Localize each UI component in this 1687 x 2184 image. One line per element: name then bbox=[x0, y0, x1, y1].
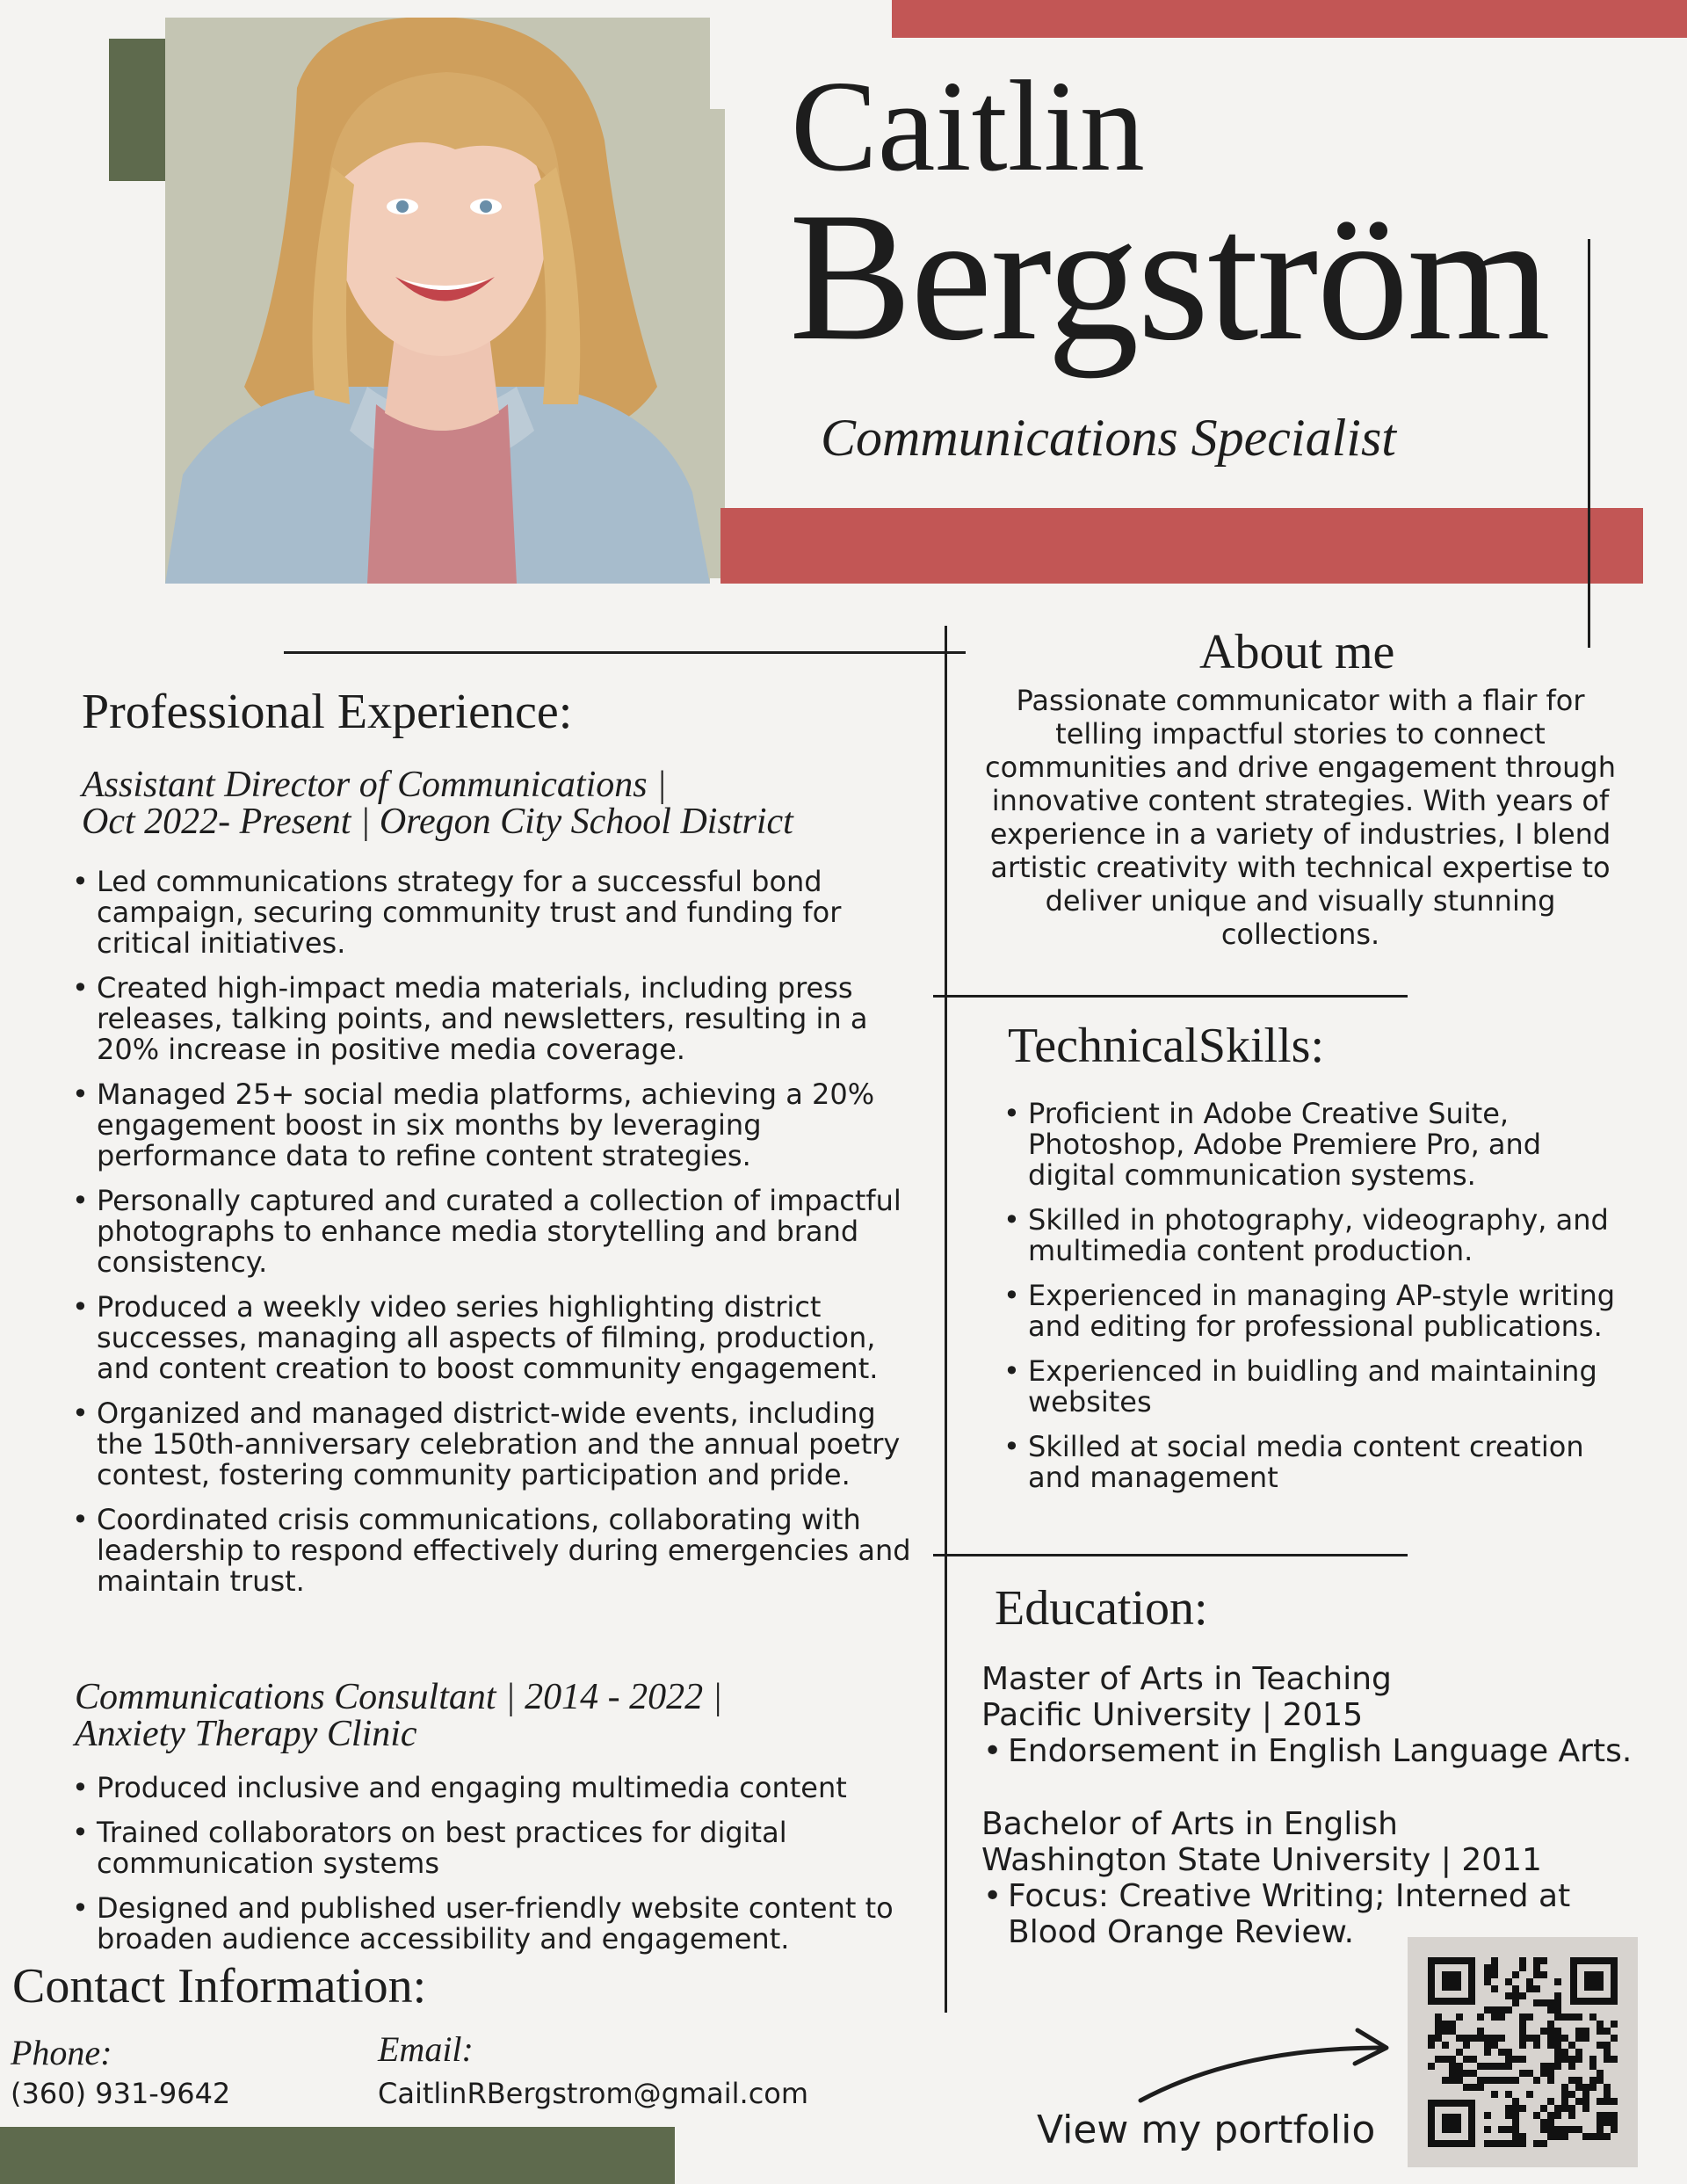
job-title-2-line2: Anxiety Therapy Clinic bbox=[75, 1714, 417, 1754]
job-title-1-line2: Oct 2022- Present | Oregon City School District bbox=[82, 802, 793, 842]
curved-arrow-icon bbox=[1133, 2013, 1397, 2118]
phone-label: Phone: bbox=[11, 2033, 112, 2072]
list-item: • Personally captured and curated a collection of impactful photographs to enhance media storytelling and brand consistency. bbox=[70, 1186, 914, 1278]
education-school: Washington State University | 2011 bbox=[981, 1842, 1542, 1878]
job-title-2 bbox=[75, 1679, 883, 1752]
decorative-red-bar-top bbox=[892, 0, 1687, 38]
list-item: • Skilled in photography, videography, and multimedia content production. bbox=[1002, 1205, 1634, 1266]
portfolio-label[interactable]: View my portfolio bbox=[1037, 2108, 1376, 2152]
education-school: Pacific University | 2015 bbox=[981, 1697, 1364, 1733]
job-title: Communications Specialist bbox=[821, 409, 1396, 467]
email-label: Email: bbox=[378, 2029, 474, 2069]
vertical-divider-header bbox=[1588, 239, 1590, 648]
first-name: Caitlin bbox=[791, 54, 1145, 199]
contact-heading: Contact Information: bbox=[12, 1959, 427, 2013]
job-title-1-line1: Assistant Director of Communications | bbox=[82, 765, 667, 805]
vertical-divider-center bbox=[945, 626, 947, 2013]
job-title-1 bbox=[82, 766, 890, 840]
phone-value[interactable]: (360) 931-9642 bbox=[11, 2077, 231, 2110]
horizontal-divider-top bbox=[284, 651, 966, 654]
education-entry-2 bbox=[981, 1806, 1667, 1950]
last-name: Bergström bbox=[789, 175, 1549, 379]
about-text: Passionate communicator with a flair for telling impactful stories to connect communities and drive engagement through innovative content strategies. With years of experience in a variety of industries, I blend artistic creativity with technical expertise to deliver unique and visually stunning collections. bbox=[985, 684, 1616, 951]
list-item: • Experienced in managing AP-style writing and editing for professional publications. bbox=[1002, 1281, 1634, 1342]
email-value[interactable]: CaitlinRBergstrom@gmail.com bbox=[378, 2077, 809, 2110]
list-item: • Produced a weekly video series highlighting district successes, managing all aspects of filming, production, and content creation to boost community engagement. bbox=[70, 1292, 914, 1384]
job-2-bullets bbox=[70, 1773, 914, 1969]
education-heading: Education: bbox=[995, 1581, 1208, 1636]
list-item: • Focus: Creative Writing; Interned at Blood Orange Review. bbox=[981, 1878, 1667, 1950]
job-1-bullets bbox=[70, 867, 914, 1611]
education-bullets bbox=[981, 1733, 1667, 1769]
list-item: • Managed 25+ social media platforms, achieving a 20% engagement boost in six months by leveraging performance data to refine content strategies. bbox=[70, 1079, 914, 1172]
decorative-red-bar-middle bbox=[720, 508, 1643, 584]
skills-list bbox=[1002, 1099, 1634, 1507]
list-item: • Proficient in Adobe Creative Suite, Photoshop, Adobe Premiere Pro, and digital communication systems. bbox=[1002, 1099, 1634, 1191]
profile-photo bbox=[165, 18, 710, 584]
list-item: • Produced inclusive and engaging multimedia content bbox=[70, 1773, 914, 1803]
job-title-2-line1: Communications Consultant | 2014 - 2022 | bbox=[75, 1677, 723, 1717]
list-item: • Experienced in buidling and maintaining websites bbox=[1002, 1356, 1634, 1418]
horizontal-divider-skills bbox=[933, 995, 1408, 998]
list-item: • Organized and managed district-wide events, including the 150th-anniversary celebration and the annual poetry contest, fostering community participation and pride. bbox=[70, 1398, 914, 1491]
list-item: • Designed and published user-friendly website content to broaden audience accessibility and engagement. bbox=[70, 1893, 914, 1955]
horizontal-divider-education bbox=[933, 1554, 1408, 1556]
list-item: • Skilled at social media content creation and management bbox=[1002, 1432, 1634, 1493]
education-degree: Master of Arts in Teaching bbox=[981, 1661, 1392, 1697]
list-item: • Created high-impact media materials, including press releases, talking points, and newsletters, resulting in a 20% increase in positive media coverage. bbox=[70, 973, 914, 1065]
education-entry-1 bbox=[981, 1661, 1667, 1769]
decorative-green-bar-bottom bbox=[0, 2127, 675, 2184]
skills-heading: TechnicalSkills: bbox=[1008, 1019, 1325, 1073]
list-item: • Trained collaborators on best practices for digital communication systems bbox=[70, 1818, 914, 1879]
list-item: • Coordinated crisis communications, collaborating with leadership to respond effectively during emergencies and maintain trust. bbox=[70, 1505, 914, 1597]
qr-code-icon[interactable] bbox=[1428, 1957, 1618, 2147]
education-degree: Bachelor of Arts in English bbox=[981, 1806, 1398, 1842]
experience-heading: Professional Experience: bbox=[82, 685, 573, 739]
about-heading: About me bbox=[1199, 625, 1395, 679]
list-item: • Endorsement in English Language Arts. bbox=[981, 1733, 1667, 1769]
list-item: • Led communications strategy for a successful bond campaign, securing community trust and funding for critical initiatives. bbox=[70, 867, 914, 959]
